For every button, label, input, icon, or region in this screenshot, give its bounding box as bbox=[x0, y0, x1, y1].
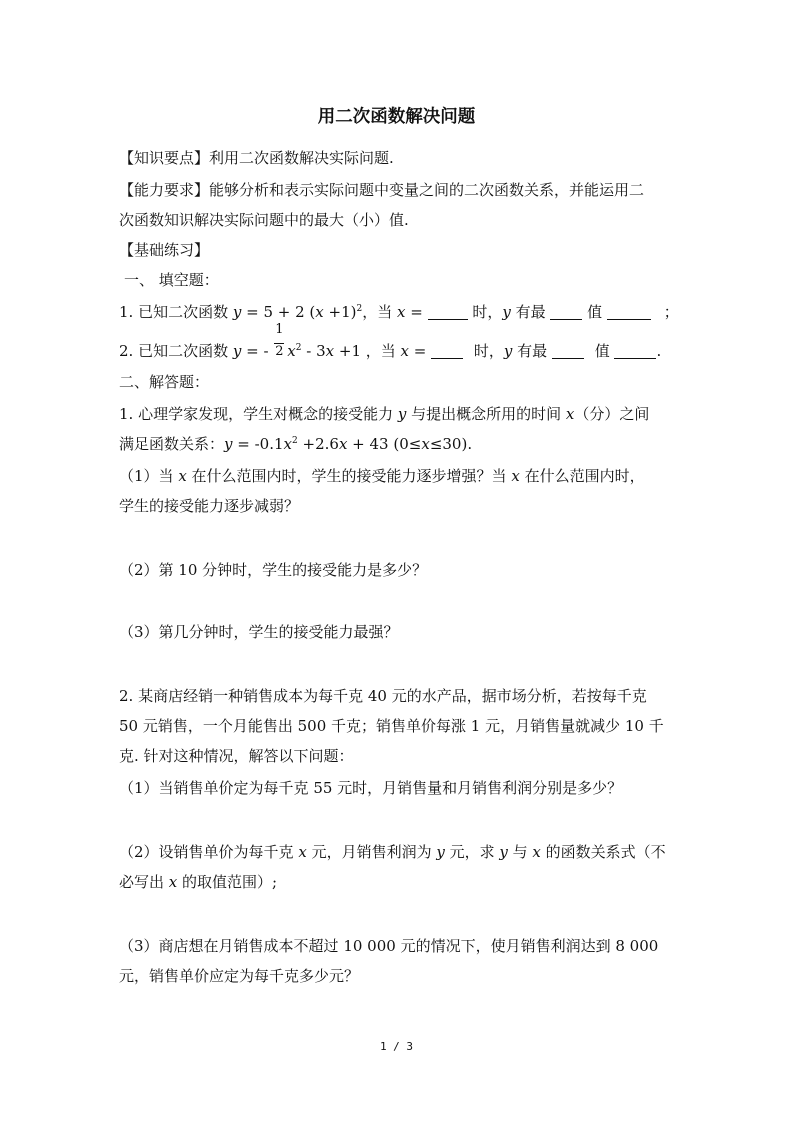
answer-blank-2a[interactable] bbox=[431, 344, 463, 359]
answer-blank-1a[interactable] bbox=[428, 305, 468, 320]
basic-practice-heading: 【基础练习】 bbox=[119, 241, 210, 259]
problem-2-line-3: 克. 针对这种情况，解答以下问题： bbox=[119, 747, 354, 765]
fill-question-1: 1. 已知二次函数 y = 5 + 2 $(x +1)^2$，当 x = 时，y 有最 值 ； bbox=[119, 303, 679, 321]
answer-blank-2b[interactable] bbox=[552, 344, 584, 359]
problem-2-part-3-line-1: （3）商店想在月销售成本不超过 10 000 元的情况下，使月销售利润达到 8 000 bbox=[119, 937, 659, 955]
problem-2-part-2-line-1: （2）设销售单价为每千克 x 元，月销售利润为 y 元，求 y 与 x 的函数关系式（不 bbox=[119, 843, 666, 861]
problem-2-part-1: （1）当销售单价定为每千克 55 元时，月销售量和月销售利润分别是多少？ bbox=[119, 779, 623, 797]
problem-2-part-3-line-2: 元，销售单价应定为每千克多少元？ bbox=[119, 967, 360, 985]
section-answer-heading: 二、解答题： bbox=[119, 373, 210, 391]
page-number: 1 / 3 bbox=[379, 1040, 414, 1053]
knowledge-points: 【知识要点】利用二次函数解决实际问题. bbox=[119, 149, 394, 167]
fill-question-2: 2. 已知二次函数 y = - $\frac{1}{2}$ $x^2 - 3x +1$ ，当 x = 时，y 有最 值 . bbox=[119, 322, 662, 360]
problem-1-part-2: （2）第 10 分钟时，学生的接受能力是多少？ bbox=[119, 561, 428, 579]
problem-1-part-1-line-1: （1）当 x 在什么范围内时，学生的接受能力逐步增强？当 x 在什么范围内时， bbox=[119, 467, 645, 485]
section-fill-blank-heading: 一、 填空题： bbox=[124, 271, 219, 289]
problem-1-part-1-line-2: 学生的接受能力逐步减弱？ bbox=[119, 497, 300, 515]
answer-blank-1c[interactable] bbox=[607, 305, 651, 320]
problem-1-line-1: 1. 心理学家发现，学生对概念的接受能力 y 与提出概念所用的时间 x（分）之间 bbox=[119, 405, 650, 423]
ability-requirement-line-2: 次函数知识解决实际问题中的最大（小）值. bbox=[119, 211, 409, 229]
problem-2-line-1: 2. 某商店经销一种销售成本为每千克 40 元的水产品，据市场分析，若按每千克 bbox=[119, 687, 647, 705]
problem-2-part-2-line-2: 必写出 x 的取值范围）; bbox=[119, 873, 278, 891]
answer-blank-1b[interactable] bbox=[550, 305, 582, 320]
fraction-one-half: $\frac{1}{2}$ bbox=[275, 322, 284, 359]
answer-blank-2c[interactable] bbox=[614, 344, 656, 359]
ability-requirement-line-1: 【能力要求】能够分析和表示实际问题中变量之间的二次函数关系，并能运用二 bbox=[119, 181, 645, 199]
problem-2-line-2: 50 元销售，一个月能售出 500 千克；销售单价每涨 1 元，月销售量就减少 10 千 bbox=[119, 717, 664, 735]
problem-1-line-2: 满足函数关系：$y = -0.1x^2 +2.6x + 43$ (0≤x≤30). bbox=[119, 435, 473, 453]
problem-1-part-3: （3）第几分钟时，学生的接受能力最强？ bbox=[119, 623, 399, 641]
page-title: 用二次函数解决问题 bbox=[317, 107, 476, 127]
